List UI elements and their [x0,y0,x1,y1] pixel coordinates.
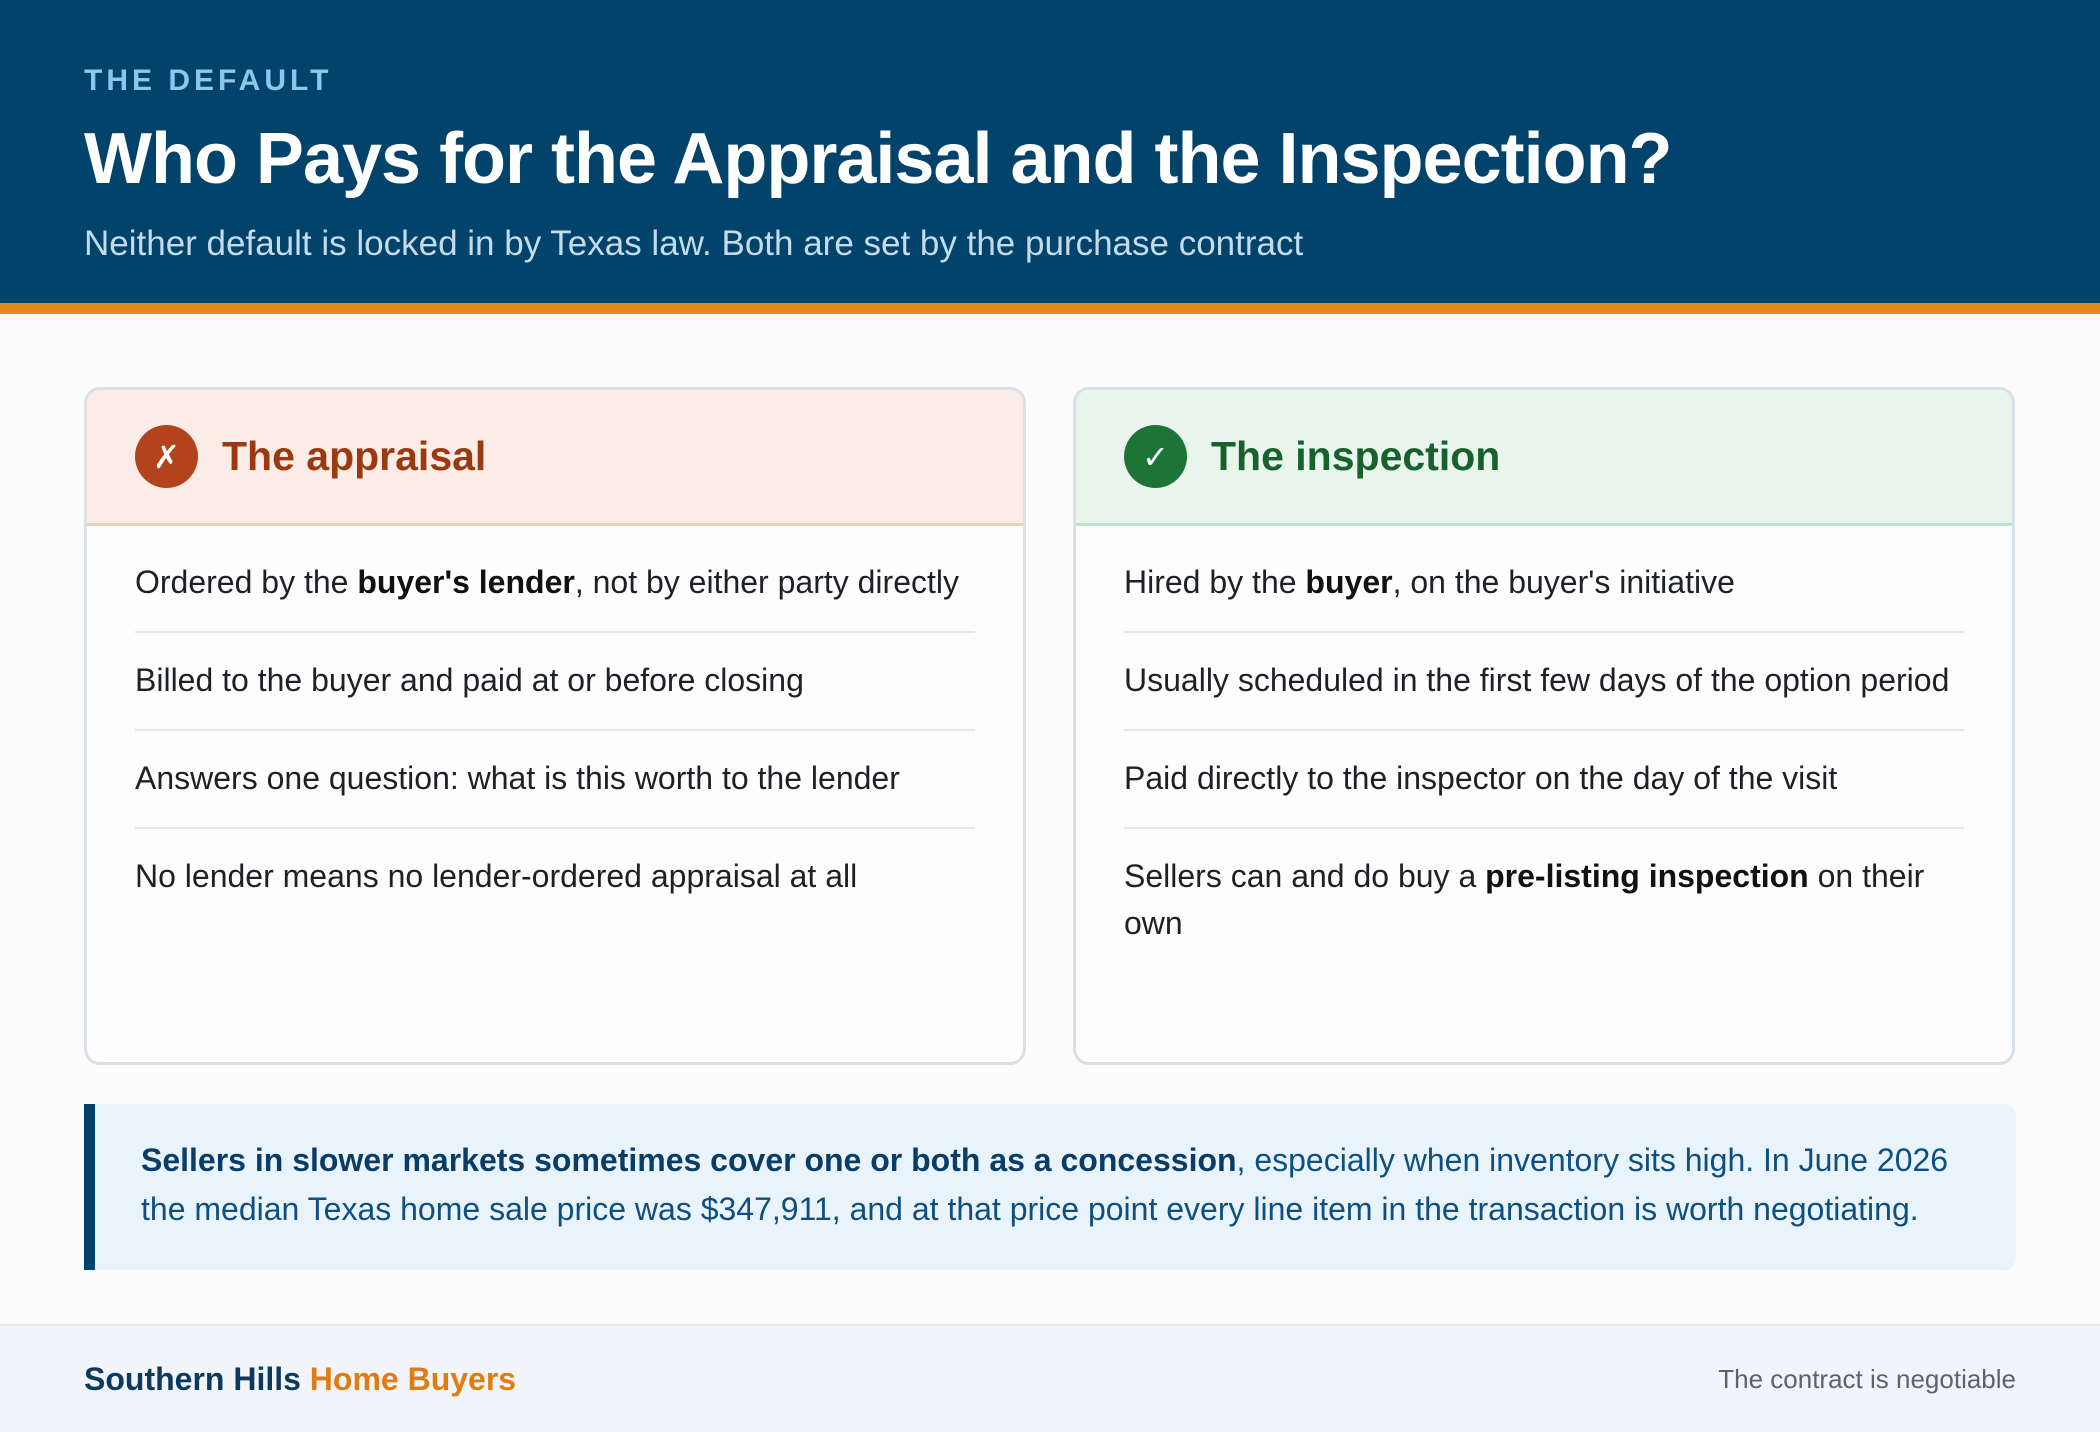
check-mark-icon: ✓ [1124,425,1187,488]
appraisal-card-header [87,390,1023,526]
appraisal-card [84,387,1026,1065]
footer-tagline: The contract is negotiable [1718,1364,2016,1394]
callout-bold-text: Sellers in slower markets sometimes cover one or both as a concession [141,1142,1237,1178]
list-item: Sellers can and do buy a pre-listing inspection on their own [1124,858,1925,941]
list-item: Usually scheduled in the first few days of the option period [1124,633,1964,731]
eyebrow-label: THE DEFAULT [84,64,333,97]
x-mark-icon: ✗ [135,425,198,488]
list-item: No lender means no lender-ordered appraisal at all [135,858,858,894]
list-item: Hired by the buyer, on the buyer's initiative [1124,535,1964,633]
inspection-card-header [1076,390,2012,526]
list-item: Answers one question: what is this worth to the lender [135,731,975,829]
inspection-card [1073,387,2015,1065]
inspection-card-title: The inspection [1211,433,1501,479]
brand-logo-text: Southern Hills Home Buyers [84,1361,517,1397]
inspection-list [1076,526,2012,972]
list-item: Billed to the buyer and paid at or before closing [135,633,975,731]
page-title: Who Pays for the Appraisal and the Inspection? [84,119,1672,199]
list-item: Ordered by the buyer's lender, not by either party directly [135,535,975,633]
concession-callout [84,1104,2016,1270]
footer [0,1324,2100,1432]
header-banner [0,0,2100,314]
page-subtitle: Neither default is locked in by Texas law. Both are set by the purchase contract [84,224,1304,263]
list-item: Paid directly to the inspector on the day of the visit [1124,731,1964,829]
appraisal-list [87,526,1023,925]
appraisal-card-title: The appraisal [222,433,487,479]
callout-text: , especially when inventory sits high. In June 2026 the median Texas home sale price was $347,911, and at that price point every line item in the transaction is worth negotiating. [141,1142,1949,1227]
